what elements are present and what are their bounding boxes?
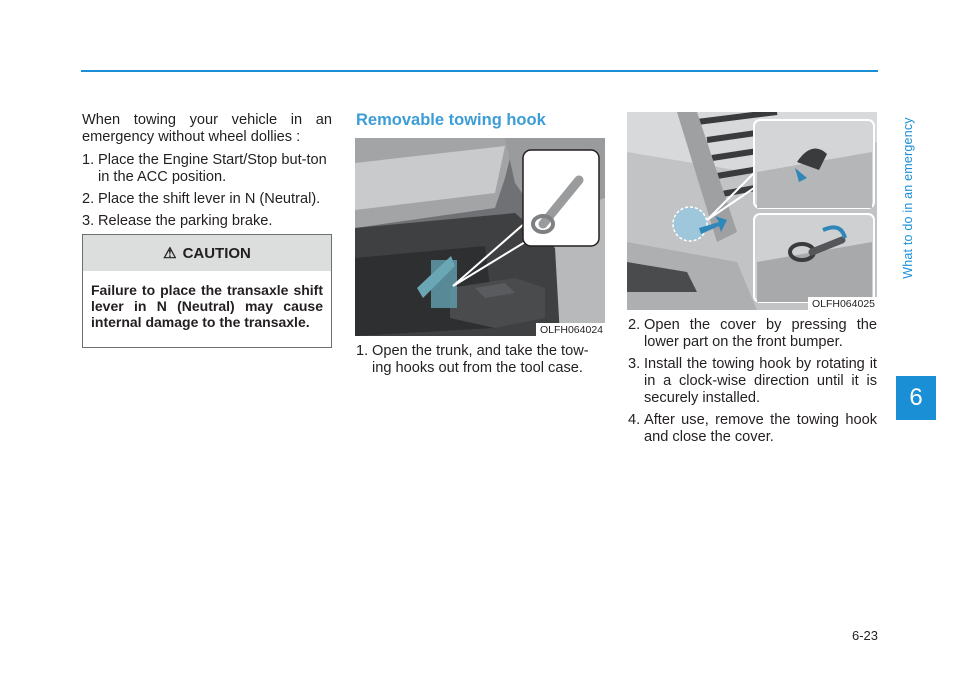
- step-text: After use, remove the towing hook and close the cover.: [644, 412, 877, 445]
- bumper-illustration: [627, 112, 877, 310]
- step-number: 3.: [82, 213, 95, 229]
- left-column: [82, 112, 332, 230]
- step-number: 2.: [628, 317, 641, 333]
- page-number: 6-23: [851, 628, 878, 643]
- list-item: [82, 213, 332, 230]
- step-number: 1.: [356, 343, 369, 359]
- step-text: Place the Engine Start/Stop but-ton in the ACC position.: [98, 152, 327, 185]
- warning-triangle-icon: ⚠: [163, 245, 177, 262]
- step-text: Release the parking brake.: [98, 213, 273, 229]
- step-text: Install the towing hook by rotating it in a clock-wise direction until it is securely installed.: [644, 356, 877, 406]
- bumper-figure: [627, 112, 877, 310]
- step-number: 1.: [82, 152, 95, 168]
- trunk-figure: [355, 138, 605, 336]
- list-item: [356, 343, 605, 377]
- step-number: 2.: [82, 191, 95, 207]
- right-column: [628, 317, 877, 446]
- step-text: Place the shift lever in N (Neutral).: [98, 191, 321, 207]
- list-item: [628, 412, 877, 446]
- list-item: [628, 356, 877, 407]
- list-item: [82, 152, 332, 186]
- figure-code: OLFH064025: [808, 297, 877, 310]
- chapter-side-label: [893, 20, 923, 376]
- section-title: Removable towing hook: [356, 111, 546, 129]
- step-text: Open the trunk, and take the tow-ing hooks out from the tool case.: [372, 343, 589, 376]
- intro-paragraph: When towing your vehicle in an emergency without wheel dollies :: [82, 112, 332, 145]
- caution-title: CAUTION: [182, 244, 251, 262]
- header-rule: [81, 70, 878, 72]
- caution-text: Failure to place the transaxle shift lever in N (Neutral) may cause internal damage to the transaxle.: [91, 282, 323, 330]
- caution-header: [83, 235, 331, 271]
- trunk-illustration: [355, 138, 605, 336]
- caution-box: [82, 234, 332, 348]
- step-text: Open the cover by pressing the lower part on the front bumper.: [644, 317, 877, 350]
- middle-column: [356, 343, 605, 377]
- list-item: [82, 191, 332, 208]
- list-item: [628, 317, 877, 351]
- step-number: 3.: [628, 356, 641, 372]
- step-number: 4.: [628, 412, 641, 428]
- figure-code: OLFH064024: [536, 323, 605, 336]
- chapter-title: What to do in an emergency: [901, 117, 916, 279]
- chapter-number-tab: 6: [896, 376, 936, 420]
